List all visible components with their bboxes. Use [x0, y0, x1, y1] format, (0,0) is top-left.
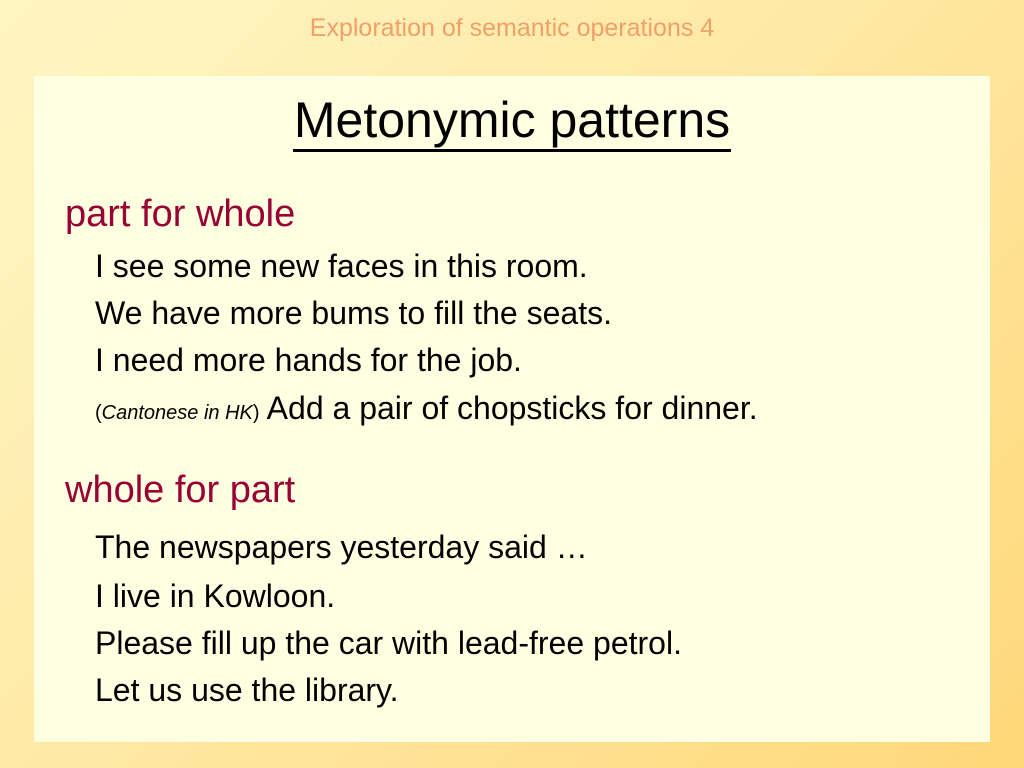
- note-close-paren: ): [252, 402, 260, 424]
- example-line: I live in Kowloon.: [95, 578, 336, 614]
- annotated-example-line: [95, 388, 758, 433]
- example-line: The newspapers yesterday said …: [95, 529, 588, 565]
- example-line: We have more bums to fill the seats.: [95, 295, 612, 331]
- example-line: Please fill up the car with lead-free petrol.: [95, 625, 682, 661]
- example-line: Let us use the library.: [95, 672, 399, 708]
- note-open-paren: (: [95, 402, 102, 424]
- annotated-example-text: Add a pair of chopsticks for dinner.: [266, 390, 758, 426]
- section-heading-whole-for-part: whole for part: [65, 469, 296, 511]
- section-heading-part-for-whole: part for whole: [65, 193, 296, 235]
- slide-title-text: Metonymic patterns: [293, 91, 731, 152]
- slide-header: Exploration of semantic operations 4: [309, 14, 715, 42]
- slide-title: [34, 90, 990, 152]
- slide-content-panel: [34, 76, 990, 742]
- example-line: I need more hands for the job.: [95, 342, 522, 378]
- example-line: I see some new faces in this room.: [95, 248, 588, 284]
- note-language: Cantonese in HK: [101, 402, 253, 424]
- annotation-note: [95, 402, 260, 424]
